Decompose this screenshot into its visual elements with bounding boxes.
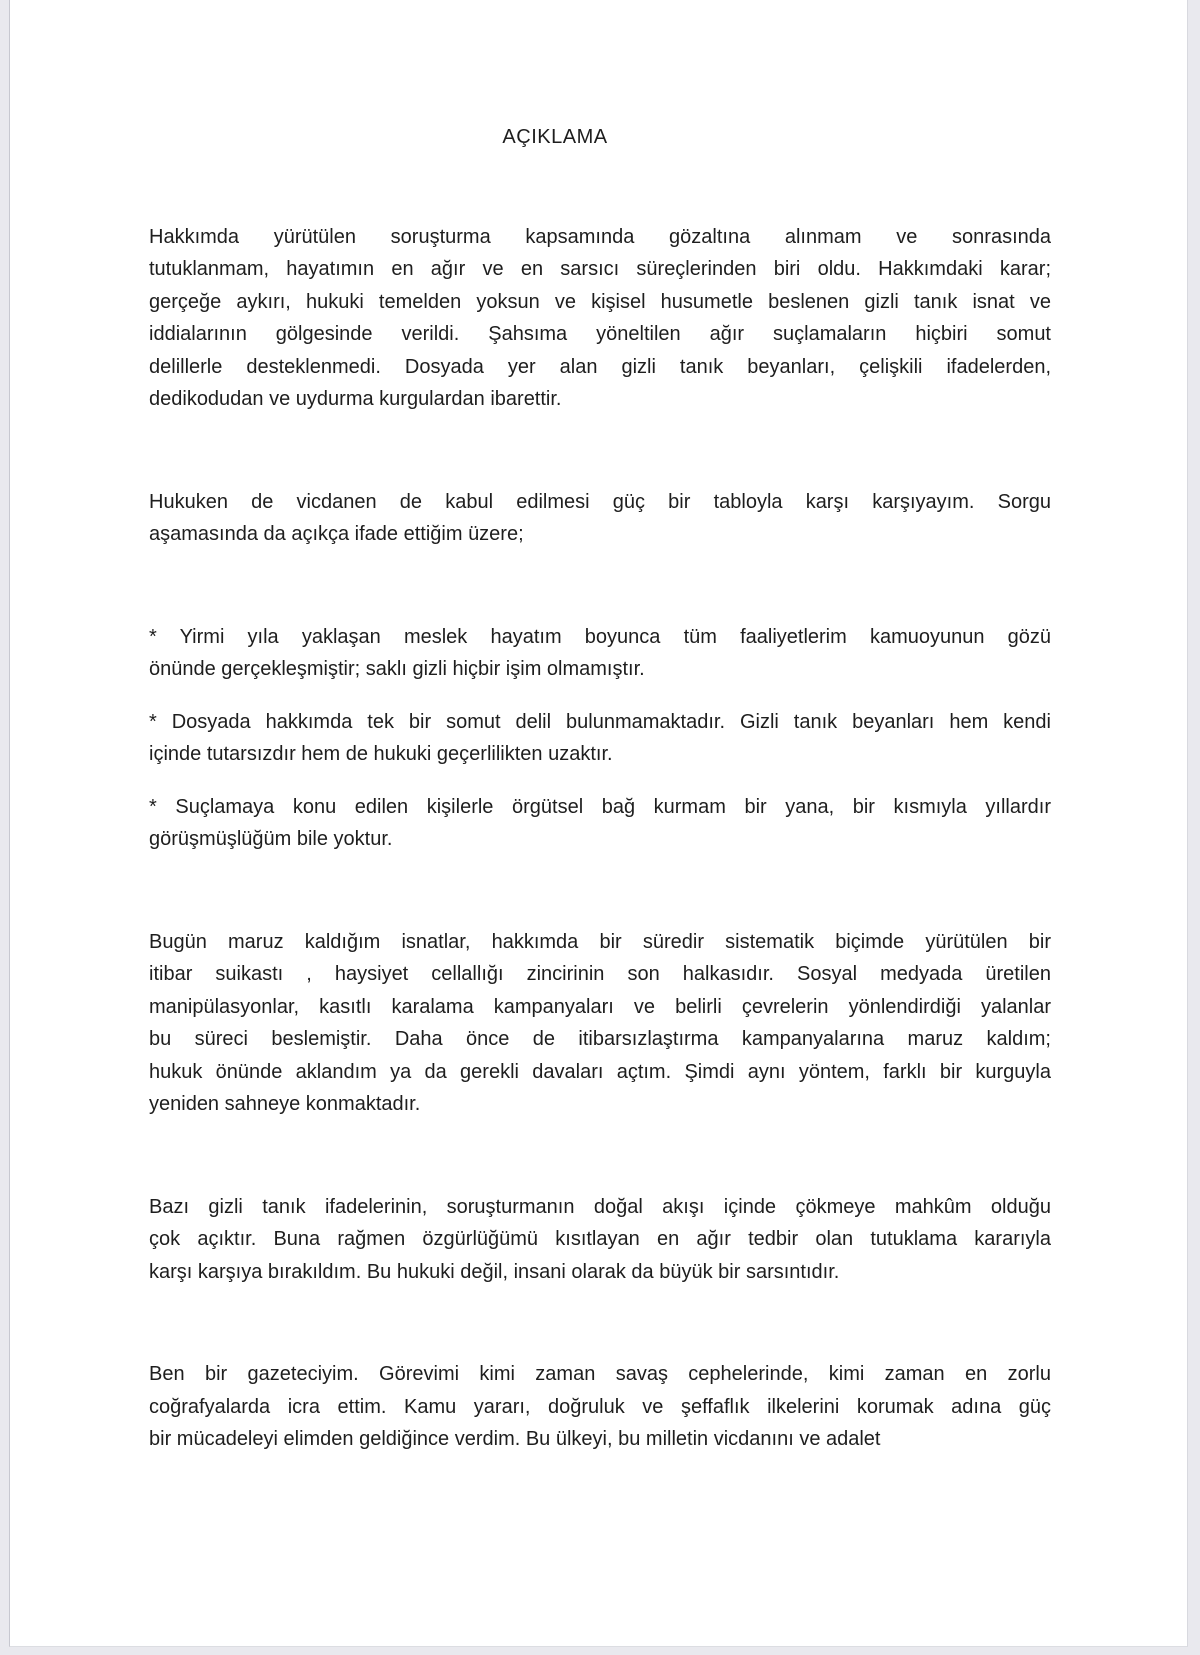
text-line: Ben bir gazeteciyim. Görevimi kimi zaman savaş cephelerinde, kimi zaman en zorlu xyxy=(149,1363,1051,1385)
text-line: gerçeğe aykırı, hukuki temelden yoksun ve kişisel husumetle beslenen gizli tanık isnat ve xyxy=(149,290,1051,313)
document-title: AÇIKLAMA xyxy=(502,126,608,148)
bullet-paragraph xyxy=(149,791,1051,856)
body-paragraph xyxy=(149,926,1051,1121)
text-line: * Yirmi yıla yaklaşan meslek hayatım boyunca tüm faaliyetlerim kamuoyunun gözü xyxy=(149,625,1051,648)
document-body xyxy=(149,221,1051,1456)
text-line: iddialarının gölgesinde verildi. Şahsıma yöneltilen ağır suçlamaların hiçbiri somut xyxy=(149,323,1051,345)
text-line: manipülasyonlar, kasıtlı karalama kampanyaları ve belirli çevrelerin yönlendirdiği yalanlar xyxy=(149,995,1051,1018)
bullet-paragraph xyxy=(149,706,1051,771)
text-line: önünde gerçekleşmiştir; saklı gizli hiçbir işim olmamıştır. xyxy=(149,658,645,680)
text-line: dedikodudan ve uydurma kurgulardan ibarettir. xyxy=(149,388,562,410)
text-line: karşı karşıya bırakıldım. Bu hukuki değil, insani olarak da büyük bir sarsıntıdır. xyxy=(149,1260,840,1283)
text-line: içinde tutarsızdır hem de hukuki geçerlilikten uzaktır. xyxy=(149,743,613,765)
text-line: delillerle desteklenmedi. Dosyada yer alan gizli tanık beyanları, çelişkili ifadelerden, xyxy=(149,355,1051,378)
text-line: Hakkımda yürütülen soruşturma kapsamında gözaltına alınmam ve sonrasında xyxy=(149,225,1051,248)
text-line: bir mücadeleyi elimden geldiğince verdim. Bu ülkeyi, bu milletin vicdanını ve adalet xyxy=(149,1428,881,1450)
text-line: hukuk önünde aklandım ya da gerekli davaları açtım. Şimdi aynı yöntem, farklı bir kurguyla xyxy=(149,1060,1051,1083)
text-line: * Dosyada hakkımda tek bir somut delil bulunmamaktadır. Gizli tanık beyanları hem kendi xyxy=(149,710,1051,733)
text-line: coğrafyalarda icra ettim. Kamu yararı, doğruluk ve şeffaflık ilkelerini korumak adına güç xyxy=(149,1395,1051,1418)
text-line: * Suçlamaya konu edilen kişilerle örgütsel bağ kurmam bir yana, bir kısmıyla yıllardır xyxy=(149,795,1051,818)
text-line: görüşmüşlüğüm bile yoktur. xyxy=(149,828,393,850)
text-line: bu süreci beslemiştir. Daha önce de itibarsızlaştırma kampanyalarına maruz kaldım; xyxy=(149,1028,1051,1050)
text-line: Hukuken de vicdanen de kabul edilmesi güç bir tabloyla karşı karşıyayım. Sorgu xyxy=(149,490,1051,513)
text-line: Bazı gizli tanık ifadelerinin, soruşturmanın doğal akışı içinde çökmeye mahkûm olduğu xyxy=(149,1195,1051,1218)
body-paragraph xyxy=(149,1191,1051,1289)
text-line: tutuklanmam, hayatımın en ağır ve en sarsıcı süreçlerinden biri oldu. Hakkımdaki karar; xyxy=(149,258,1051,280)
text-line: yeniden sahneye konmaktadır. xyxy=(149,1093,421,1115)
body-paragraph xyxy=(149,1358,1051,1456)
document-page xyxy=(9,0,1188,1647)
text-line: çok açıktır. Buna rağmen özgürlüğümü kısıtlayan en ağır tedbir olan tutuklama kararıyla xyxy=(149,1228,1051,1250)
document-content xyxy=(149,0,1051,1456)
body-paragraph xyxy=(149,221,1051,416)
text-line: itibar suikastı , haysiyet cellallığı zincirinin son halkasıdır. Sosyal medyada üretilen xyxy=(149,963,1051,985)
bullet-paragraph xyxy=(149,621,1051,686)
text-line: Bugün maruz kaldığım isnatlar, hakkımda bir süredir sistematik biçimde yürütülen bir xyxy=(149,930,1051,953)
text-line: aşamasında da açıkça ifade ettiğim üzere; xyxy=(149,523,524,545)
body-paragraph xyxy=(149,486,1051,551)
